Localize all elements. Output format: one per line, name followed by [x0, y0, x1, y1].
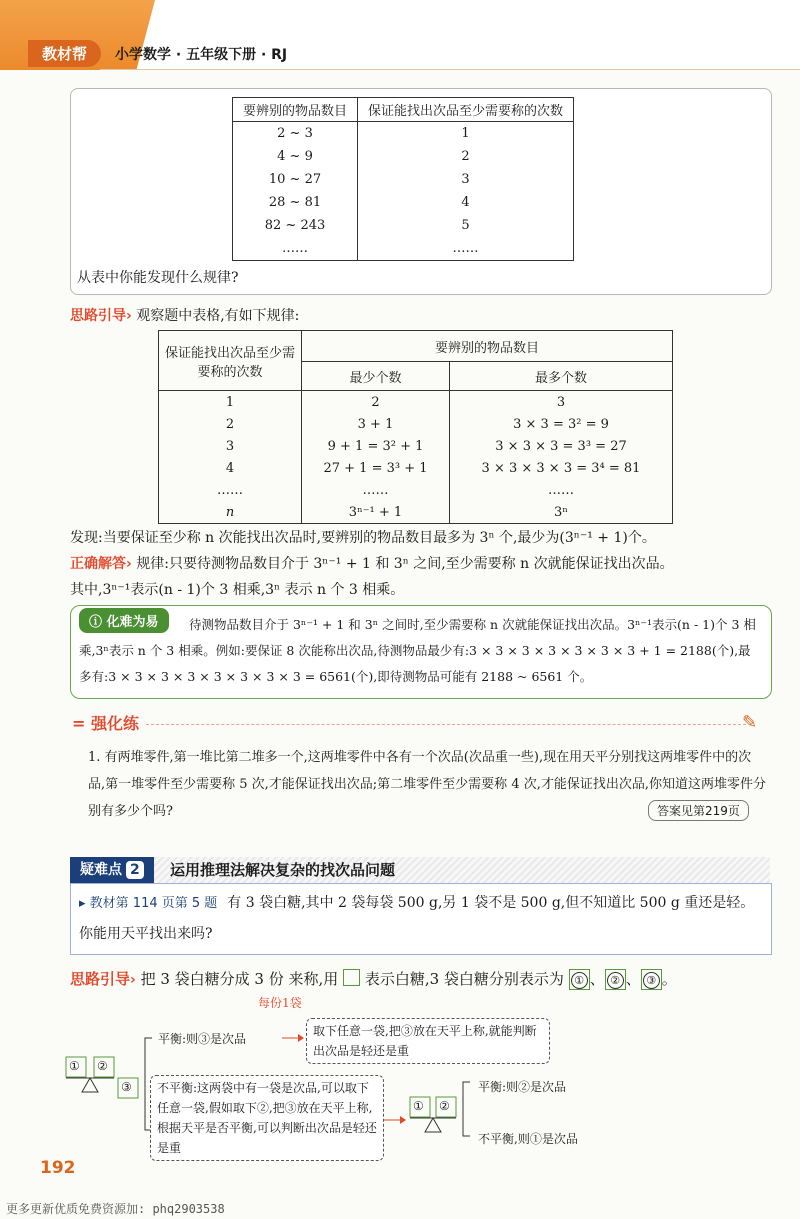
- hint-box: [70, 605, 772, 699]
- table-cell: 2 ~ 3: [233, 122, 358, 146]
- table-cell: 3: [159, 435, 302, 457]
- answer-text: 规律:只要待测物品数目介于 3ⁿ⁻¹ + 1 和 3ⁿ 之间,至少需要称 n 次就能保证找出次品。: [136, 556, 674, 572]
- tag-arrow: ›: [126, 556, 132, 572]
- footer-text: 更多更新优质免费资源加: phq2903538: [6, 1202, 225, 1216]
- table-cell: 3 × 3 × 3 × 3 = 3⁴ = 81: [450, 457, 673, 479]
- table-cell: 3: [450, 391, 673, 414]
- header-badge: 教材帮: [28, 40, 101, 67]
- question-body: 有 3 袋白糖,其中 2 袋每袋 500 g,另 1 袋不是 500 g,但不知道比 500 g 重还是轻。你能用天平找出来吗?: [79, 895, 755, 942]
- practice-divider: [146, 724, 746, 725]
- right-unbalance-result: 不平衡,则①是次品: [478, 1132, 578, 1146]
- branch-bracket-2: [463, 1082, 470, 1136]
- question-text: [79, 888, 759, 949]
- guide2-text: 把 3 袋白糖分成 3 份 来称,用: [140, 970, 339, 988]
- problem-box: [70, 88, 772, 295]
- table-cell: 10 ~ 27: [233, 168, 358, 191]
- table-cell: 3ⁿ⁻¹ + 1: [302, 501, 450, 524]
- table-cell: ……: [302, 479, 450, 501]
- table-header: 保证能找出次品至少需要称的次数: [358, 98, 574, 122]
- difficulty-tag: [70, 857, 154, 883]
- table-cell: ……: [358, 237, 574, 261]
- bag-3: [641, 969, 662, 990]
- table-cell: 3 × 3 = 3² = 9: [450, 413, 673, 435]
- table-cell: 4: [358, 191, 574, 214]
- rule-table: [158, 330, 673, 524]
- hint-tag-label: 化难为易: [106, 615, 159, 630]
- sep: 、: [589, 970, 605, 988]
- answer-text-2: 其中,3ⁿ⁻¹表示(n - 1)个 3 相乘,3ⁿ 表示 n 个 3 相乘。: [70, 582, 405, 598]
- table-cell: 1: [358, 122, 574, 146]
- bag-1-label: ①: [571, 972, 588, 989]
- table-cell: 2: [159, 413, 302, 435]
- balance-branch: 平衡:则③是次品: [158, 1032, 247, 1046]
- guide2-line: [70, 968, 677, 990]
- bag-label: ③: [121, 1080, 132, 1094]
- guide-text: 观察题中表格,有如下规律:: [136, 308, 300, 324]
- question-text: 从表中你能发现什么规律?: [77, 270, 239, 286]
- difficulty-number: 2: [126, 861, 144, 879]
- bag-2: [605, 969, 626, 990]
- annotation-note: 每份1袋: [258, 996, 302, 1010]
- table-header: 保证能找出次品至少需要称的次数: [159, 331, 302, 391]
- table-cell: 3: [358, 168, 574, 191]
- answer-line: [70, 553, 674, 573]
- table-cell: 3 + 1: [302, 413, 450, 435]
- hint-text: 待测物品数目介于 3ⁿ⁻¹ + 1 和 3ⁿ 之间时,至少需要称 n 次就能保证找出次品。3ⁿ⁻¹表示(n - 1)个 3 相乘,3ⁿ表示 n 个 3 相乘。例如:要保证 8 次能称出次品,待测物品最少有:3 × 3 × 3 × 3 × 3 × 3 × 3 + 1 = 2188(个),最多有:3 × 3 × 3 × 3 × 3 × 3 × 3 × 3 = 6561(个),即待测物品可能有 2188 ~ 6561 个。: [79, 617, 756, 684]
- answer-reference: 答案见第219页: [648, 800, 749, 821]
- bag-3-label: ③: [643, 972, 660, 989]
- unbalance-note-box: 不平衡:这两袋中有一袋是次品,可以取下任意一袋,假如取下②,把③放在天平上称,根据天平是否平衡,可以判断出次品是轻还是重: [150, 1075, 384, 1161]
- page-number: 192: [40, 1158, 76, 1178]
- question-box: [70, 883, 772, 955]
- arrow-head: [298, 1034, 304, 1042]
- sep: 、: [625, 970, 641, 988]
- right-balance-result: 平衡:则②是次品: [478, 1080, 567, 1094]
- bag-label: ①: [69, 1059, 80, 1073]
- table-header: 要辨别的物品数目: [302, 331, 673, 362]
- table-cell: 5: [358, 214, 574, 237]
- guide-line: [70, 305, 299, 325]
- table-cell: 2: [358, 145, 574, 168]
- table-cell: ……: [450, 479, 673, 501]
- table-cell: 9 + 1 = 3² + 1: [302, 435, 450, 457]
- tag-arrow: ›: [126, 308, 132, 324]
- table-header: 最多个数: [450, 362, 673, 391]
- hint-tag: [79, 608, 169, 633]
- lightbulb-icon: ⓘ: [89, 615, 103, 630]
- source-label: 教材第 114 页第 5 题: [89, 896, 218, 911]
- table-cell: ……: [159, 479, 302, 501]
- table-cell: n: [159, 501, 302, 524]
- bag-2-label: ②: [607, 972, 624, 989]
- count-table: [232, 97, 574, 261]
- guide2-text-2: 表示白糖,3 袋白糖分别表示为: [364, 970, 564, 988]
- table-cell: 3ⁿ: [450, 501, 673, 524]
- guide-tag: 思路引导: [70, 970, 131, 988]
- bag-label: ②: [439, 1099, 450, 1113]
- header-rule: [100, 69, 800, 70]
- bag-label: ①: [413, 1099, 424, 1113]
- page-header: [0, 0, 800, 70]
- answer-tag: 正确解答: [70, 556, 126, 572]
- period: 。: [661, 970, 677, 988]
- practice-title: [72, 711, 139, 734]
- book-title: 小学数学 · 五年级下册 · RJ: [115, 47, 288, 63]
- bag-1: [569, 969, 590, 990]
- table-cell: 28 ~ 81: [233, 191, 358, 214]
- bag-label: ②: [97, 1059, 108, 1073]
- difficulty-bar: [70, 857, 770, 883]
- table-header: 要辨别的物品数目: [233, 98, 358, 122]
- pencil-icon: ✎: [742, 712, 758, 733]
- table-cell: 4 ~ 9: [233, 145, 358, 168]
- table-header: 最少个数: [302, 362, 450, 391]
- difficulty-label: 疑难点: [80, 862, 122, 878]
- table-cell: 1: [159, 391, 302, 414]
- balance-note-box: 取下任意一袋,把③放在天平上称,就能判断出次品是轻还是重: [306, 1018, 550, 1064]
- table-cell: 3 × 3 × 3 = 3³ = 27: [450, 435, 673, 457]
- finding-text: 发现:当要保证至少称 n 次能找出次品时,要辨别的物品数目最多为 3ⁿ 个,最少为(3ⁿ⁻¹ + 1)个。: [70, 530, 656, 546]
- practice-text: 1. 有两堆零件,第一堆比第二堆多一个,这两堆零件中各有一个次品(次品重一些),现在用天平分别找这两堆零件中的次品,第一堆零件至少需要称 5 次,才能保证找出次品;第二堆零件至少需要称 4 次,才能保证找出次品,你知道这两堆零件分别有多少个吗?: [88, 750, 766, 819]
- guide-tag: 思路引导: [70, 308, 126, 324]
- table-cell: 82 ~ 243: [233, 214, 358, 237]
- difficulty-title: 运用推理法解决复杂的找次品问题: [170, 861, 396, 879]
- source-ref: ▸ 教材第 114 页第 5 题: [79, 896, 218, 911]
- table-cell: 27 + 1 = 3³ + 1: [302, 457, 450, 479]
- sugar-bag-icon: [343, 969, 360, 986]
- table-cell: ……: [233, 237, 358, 261]
- tag-arrow: ›: [130, 972, 136, 988]
- table-cell: 4: [159, 457, 302, 479]
- arrow-head: [400, 1116, 406, 1124]
- dash-icon: =: [72, 714, 86, 733]
- practice-title-label: 强化练: [90, 714, 139, 733]
- table-cell: 2: [302, 391, 450, 414]
